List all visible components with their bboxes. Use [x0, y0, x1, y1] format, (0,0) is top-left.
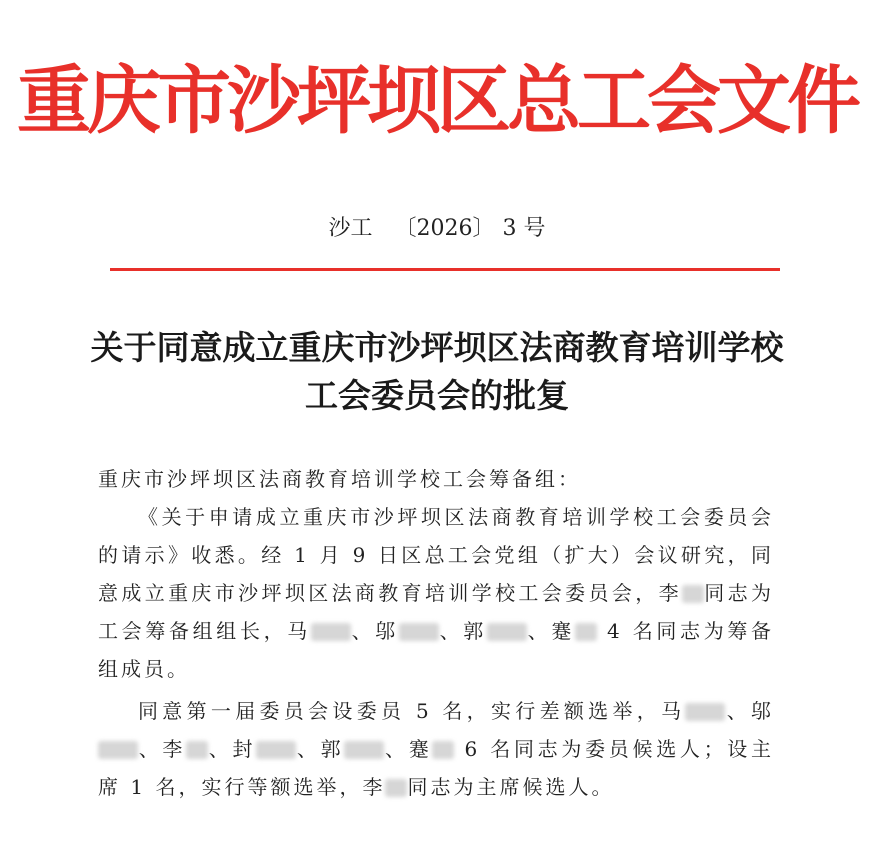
- para1-text-4: 、郭: [438, 619, 487, 643]
- redacted-name: [186, 741, 208, 759]
- para2-text-3: 、李: [138, 737, 187, 761]
- redacted-name: [385, 779, 407, 797]
- para2-text-7: 6 名同志为委员候选人；设主席 1 名，实行等额选举，李: [98, 737, 775, 799]
- para1-text-6: 4 名同志为筹备组成员。: [98, 619, 775, 681]
- document-body: [98, 460, 774, 806]
- doc-number-number: 3 号: [502, 216, 546, 241]
- redacted-name: [575, 623, 597, 641]
- redacted-name: [98, 741, 138, 759]
- redacted-name: [344, 741, 384, 759]
- red-divider-line: [110, 268, 780, 271]
- para2-text-4: 、封: [208, 737, 257, 761]
- para2-text-6: 、蹇: [384, 737, 433, 761]
- redacted-name: [256, 741, 296, 759]
- title-line-2: 工会委员会的批复: [305, 376, 569, 415]
- document-masthead: 重庆市沙坪坝区总工会文件: [17, 58, 857, 144]
- para2-text-1: 同意第一届委员会设委员 5 名，实行差额选举，马: [138, 699, 686, 723]
- para2-text-2: 、邬: [725, 699, 774, 723]
- redacted-name: [682, 585, 704, 603]
- redacted-name: [487, 623, 527, 641]
- para2-text-8: 同志为主席候选人。: [407, 775, 615, 799]
- para1-text-5: 、蹇: [526, 619, 575, 643]
- para1-text-3: 、邬: [350, 619, 399, 643]
- paragraph-2: [98, 692, 774, 806]
- para1-text-1: 《关于申请成立重庆市沙坪坝区法商教育培训学校工会委员会的请示》收悉。经 1 月 9 日区总工会党组（扩大）会议研究，同意成立重庆市沙坪坝区法商教育培训学校工会委员会，李: [98, 505, 774, 605]
- redacted-name: [311, 623, 351, 641]
- para1-text-2: 同志为工会筹备组组长，马: [98, 581, 775, 643]
- doc-number-prefix: 沙工: [328, 216, 373, 241]
- doc-number-year: 〔2026〕: [394, 216, 495, 241]
- para2-text-5: 、郭: [296, 737, 345, 761]
- document-number: [0, 214, 874, 244]
- paragraph-1: [98, 498, 774, 688]
- redacted-name: [399, 623, 439, 641]
- addressee: 重庆市沙坪坝区法商教育培训学校工会筹备组：: [98, 467, 581, 491]
- title-line-1: 关于同意成立重庆市沙坪坝区法商教育培训学校: [90, 328, 784, 367]
- redacted-name: [685, 703, 725, 721]
- document-title: [60, 324, 814, 420]
- redacted-name: [432, 741, 454, 759]
